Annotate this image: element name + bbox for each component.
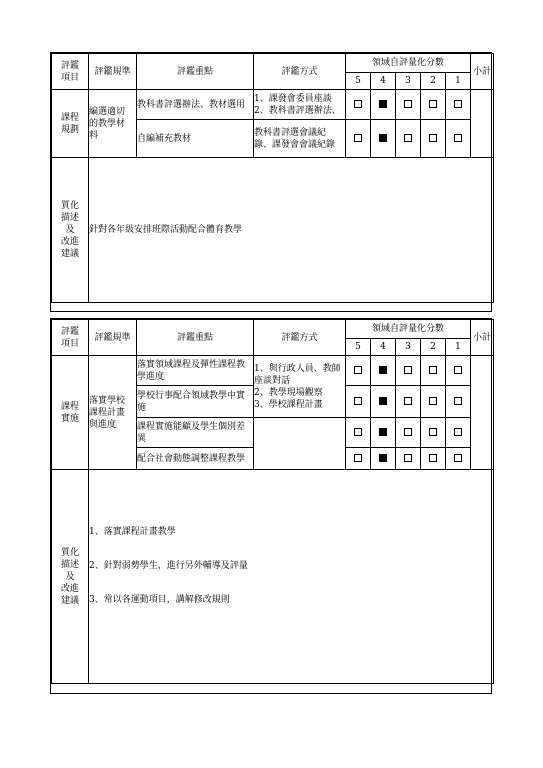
empty-square-icon [429, 134, 437, 142]
score-1-checkbox[interactable] [446, 356, 471, 386]
method-text: 教科書評選會議紀 錄、課發會會議紀錄 [254, 120, 346, 158]
item-label: 課程 規劃 [52, 90, 89, 158]
score-header-3: 3 [396, 73, 421, 90]
score-5-checkbox[interactable] [346, 386, 371, 418]
empty-square-icon [429, 100, 437, 108]
item-label: 課程 實施 [52, 356, 89, 470]
score-1-checkbox[interactable] [446, 90, 471, 120]
evaluation-table-implementation [50, 318, 492, 694]
score-header-5: 5 [346, 73, 371, 90]
empty-square-icon [404, 134, 412, 142]
empty-square-icon [354, 454, 362, 462]
score-header-2: 2 [421, 73, 446, 90]
score-1-checkbox[interactable] [446, 386, 471, 418]
empty-square-icon [454, 428, 462, 436]
description-item: 2、針對弱勢學生，進行另外輔導及評量 [89, 560, 248, 571]
focus-text: 自編補充教材 [137, 120, 254, 158]
score-2-checkbox[interactable] [421, 90, 446, 120]
checked-square-icon [379, 366, 387, 374]
header-focus: 評鑑重點 [137, 320, 254, 356]
header-rule: 評鑑規準 [89, 320, 137, 356]
score-2-checkbox[interactable] [421, 418, 446, 448]
empty-square-icon [404, 428, 412, 436]
score-5-checkbox[interactable] [346, 356, 371, 386]
empty-square-icon [354, 100, 362, 108]
empty-square-icon [429, 454, 437, 462]
empty-square-icon [429, 397, 437, 405]
header-method: 評鑑方式 [254, 320, 346, 356]
header-rule: 評鑑規準 [89, 54, 137, 90]
empty-square-icon [404, 454, 412, 462]
score-header-4: 4 [371, 339, 396, 356]
score-4-checkbox[interactable] [371, 120, 396, 158]
empty-square-icon [354, 397, 362, 405]
header-score-title: 領域自評量化分數 [346, 320, 471, 339]
empty-square-icon [429, 428, 437, 436]
method-text: 1、課發會委員座談 2、教科書評選辦法、 [254, 90, 346, 120]
header-score-title: 領域自評量化分數 [346, 54, 471, 73]
score-2-checkbox[interactable] [421, 356, 446, 386]
empty-square-icon [354, 366, 362, 374]
score-5-checkbox[interactable] [346, 448, 371, 470]
checked-square-icon [379, 454, 387, 462]
empty-square-icon [429, 366, 437, 374]
score-header-5: 5 [346, 339, 371, 356]
empty-square-icon [404, 100, 412, 108]
score-3-checkbox[interactable] [396, 386, 421, 418]
empty-square-icon [454, 397, 462, 405]
score-4-checkbox[interactable] [371, 418, 396, 448]
score-2-checkbox[interactable] [421, 120, 446, 158]
score-4-checkbox[interactable] [371, 90, 396, 120]
focus-text: 學校行事配合領域教學中實 施 [137, 386, 254, 418]
score-4-checkbox[interactable] [371, 448, 396, 470]
score-3-checkbox[interactable] [396, 418, 421, 448]
score-5-checkbox[interactable] [346, 120, 371, 158]
score-header-3: 3 [396, 339, 421, 356]
checked-square-icon [379, 428, 387, 436]
score-header-2: 2 [421, 339, 446, 356]
method-blank-cell [254, 418, 346, 470]
empty-square-icon [404, 366, 412, 374]
score-5-checkbox[interactable] [346, 90, 371, 120]
empty-square-icon [454, 454, 462, 462]
rule-text: 編選適切 的教學材 料 [89, 90, 137, 158]
description-list [89, 470, 494, 684]
subtotal-cell[interactable] [471, 90, 494, 158]
score-4-checkbox[interactable] [371, 386, 396, 418]
description-label: 質化 描述 及 改進 建議 [52, 158, 89, 303]
score-3-checkbox[interactable] [396, 356, 421, 386]
score-2-checkbox[interactable] [421, 448, 446, 470]
score-3-checkbox[interactable] [396, 448, 421, 470]
score-header-1: 1 [446, 73, 471, 90]
header-method: 評鑑方式 [254, 54, 346, 90]
evaluation-table-planning [50, 52, 492, 312]
empty-square-icon [404, 397, 412, 405]
focus-text: 教科書評選辦法、教材選用 [137, 90, 254, 120]
empty-square-icon [354, 428, 362, 436]
empty-square-icon [454, 100, 462, 108]
score-5-checkbox[interactable] [346, 418, 371, 448]
checked-square-icon [379, 397, 387, 405]
empty-square-icon [454, 134, 462, 142]
empty-square-icon [354, 134, 362, 142]
score-header-1: 1 [446, 339, 471, 356]
score-1-checkbox[interactable] [446, 120, 471, 158]
score-header-4: 4 [371, 73, 396, 90]
header-item: 評鑑 項目 [52, 320, 89, 356]
score-2-checkbox[interactable] [421, 386, 446, 418]
checked-square-icon [379, 100, 387, 108]
focus-text: 配合社會動態調整課程教學 [137, 448, 254, 470]
description-label: 質化 描述 及 改進 建議 [52, 470, 89, 684]
rule-text: 落實學校 課程計畫 與進度 [89, 356, 137, 470]
score-4-checkbox[interactable] [371, 356, 396, 386]
score-1-checkbox[interactable] [446, 448, 471, 470]
score-3-checkbox[interactable] [396, 120, 421, 158]
focus-text: 落實領域課程及彈性課程教 學進度 [137, 356, 254, 386]
description-text: 針對各年級安排班際活動配合體育教學 [89, 158, 494, 303]
score-1-checkbox[interactable] [446, 418, 471, 448]
header-subtotal: 小計 [471, 54, 494, 90]
score-3-checkbox[interactable] [396, 90, 421, 120]
focus-text: 課程實施能顧及學生個別差 異 [137, 418, 254, 448]
header-subtotal: 小計 [471, 320, 494, 356]
description-item: 1、落實課程計畫教學 [89, 526, 176, 537]
description-item: 3、常以各運動項目，講解修改規則 [89, 594, 230, 605]
checked-square-icon [379, 134, 387, 142]
header-focus: 評鑑重點 [137, 54, 254, 90]
subtotal-cell[interactable] [471, 356, 494, 470]
method-text: 1、與行政人員、教師 座談對話 2、教學現場觀察 3、學校課程計畫 [254, 356, 346, 418]
empty-square-icon [454, 366, 462, 374]
header-item: 評鑑 項目 [52, 54, 89, 90]
